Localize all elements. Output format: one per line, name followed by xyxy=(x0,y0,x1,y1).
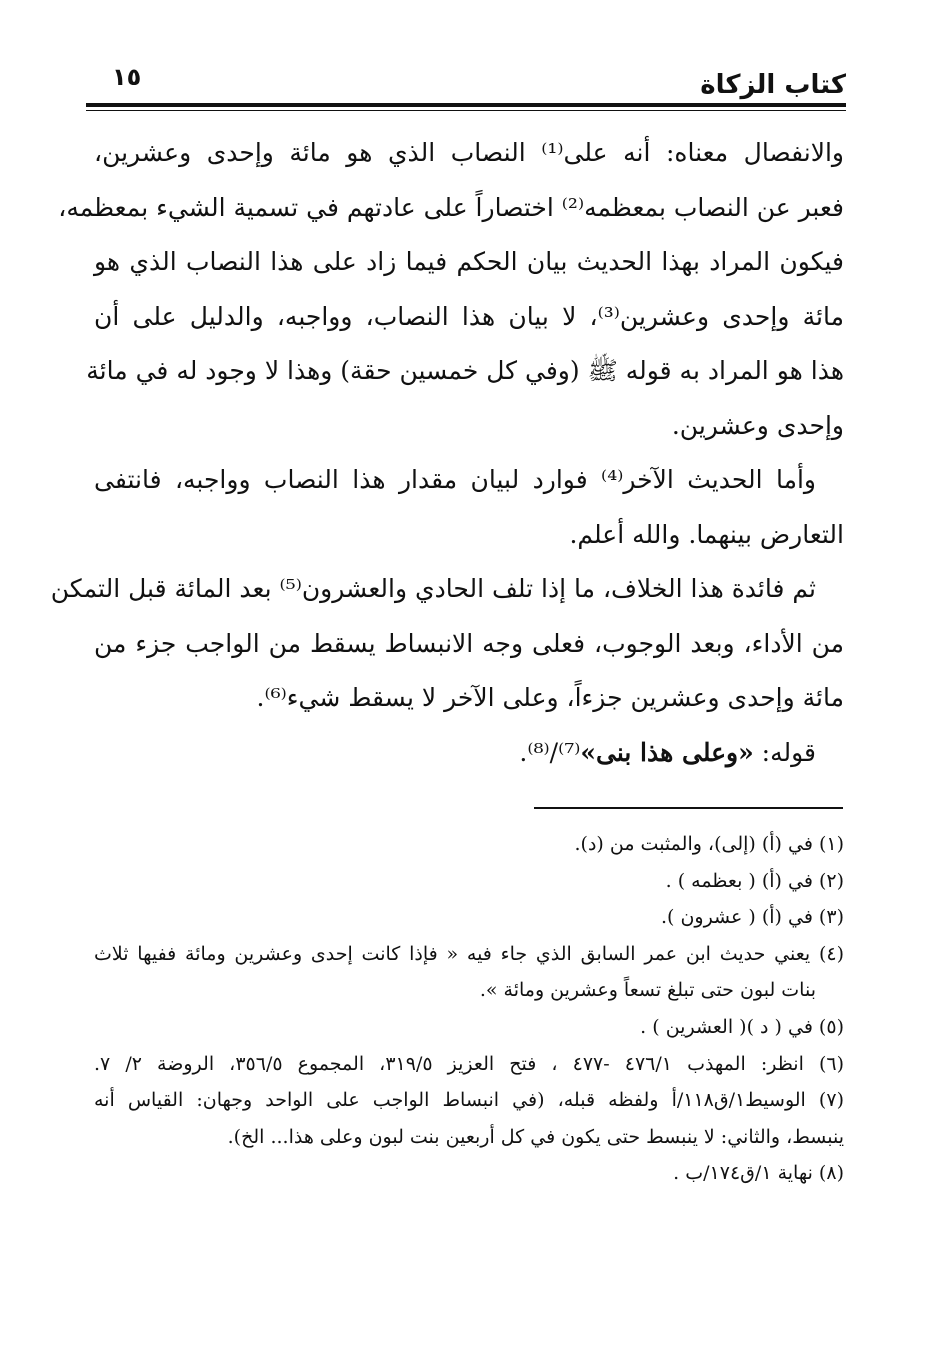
footnote: (٨) نهاية ١/ق١٧٤/ب . xyxy=(673,1162,844,1185)
header-rule-thin xyxy=(86,110,846,111)
footnote-continuation: ينبسط، والثاني: لا ينبسط حتى يكون في كل أربعين بنت لبون وعلى هذا... الخ). xyxy=(227,1125,844,1148)
header-rule-thick xyxy=(86,103,846,107)
text-line: التعارض بينهما. والله أعلم. xyxy=(569,519,844,549)
footnote: (٣) في (أ) ( عشرون ). xyxy=(660,906,844,929)
footnote: (٦) انظر: المهذب ٤٧٦/١ -٤٧٧ ، فتح العزيز ٣١٩/٥، المجموع ٣٥٦/٥، الروضة ٢/ ٧. xyxy=(94,1052,844,1075)
quote-prefix: قوله: xyxy=(753,737,816,767)
footnote: (٤) يعني حديث ابن عمر السابق الذي جاء فيه « فإذا كانت إحدى وعشرين ومائة ففيها ثلاث xyxy=(94,942,844,965)
footnote: (٢) في (أ) ( بعظمه ) . xyxy=(665,869,844,892)
text-line: من الأداء، وبعد الوجوب، فعلى وجه الانبساط يسقط من الواجب جزء من xyxy=(94,628,844,658)
quote-line xyxy=(94,726,844,781)
text-line: هذا هو المراد به قوله ﷺ (وفي كل خمسين حقة) وهذا لا وجود له في مائة xyxy=(86,356,844,385)
footnote-separator xyxy=(534,807,843,809)
text-line: وإحدى وعشرين. xyxy=(671,410,844,440)
text-line: فعبر عن النصاب بمعظمه⁽²⁾ اختصاراً على عادتهم في تسمية الشيء بمعظمه، xyxy=(58,192,844,222)
text-line: وأما الحديث الآخر⁽⁴⁾ فوارد لبيان مقدار هذا النصاب وواجبه، فانتفى xyxy=(94,465,817,494)
footnote: (٧) الوسيط١/ق١١٨/أ ولفظه قبله، (في انبساط الواجب على الواحد وجهان: القياس أنه xyxy=(94,1089,844,1112)
text-line: مائة وإحدى وعشرين⁽³⁾، لا بيان هذا النصاب، وواجبه، والدليل على أن xyxy=(94,301,844,331)
footnote: (٥) في ( د )( العشرين ) . xyxy=(640,1015,844,1038)
running-header xyxy=(86,52,846,104)
footnote: (١) في (أ) (إلى)، والمثبت من (د). xyxy=(574,833,844,855)
footnotes xyxy=(94,826,844,1192)
footnote-continuation: بنات لبون حتى تبلغ تسعاً وعشرين ومائة ». xyxy=(479,979,816,1002)
text-line: والانفصال معناه: أنه على⁽¹⁾ النصاب الذي هو مائة وإحدى وعشرين، xyxy=(94,138,844,167)
text-line: ثم فائدة هذا الخلاف، ما إذا تلف الحادي والعشرون⁽⁵⁾ بعد المائة قبل التمكن xyxy=(50,574,816,603)
quote-bold: «وعلى هذا بنى» xyxy=(580,737,754,767)
text-line: فيكون المراد بهذا الحديث بيان الحكم فيما زاد على هذا النصاب الذي هو xyxy=(94,247,844,276)
main-text xyxy=(50,126,844,780)
page-number: ١٥ xyxy=(112,63,142,91)
quote-suffix: ⁽⁷⁾/⁽⁸⁾. xyxy=(519,737,581,767)
text-line: مائة وإحدى وعشرين جزءاً، وعلى الآخر لا يسقط شيء⁽⁶⁾. xyxy=(256,683,844,712)
chapter-title: كتاب الزكاة xyxy=(700,70,846,100)
